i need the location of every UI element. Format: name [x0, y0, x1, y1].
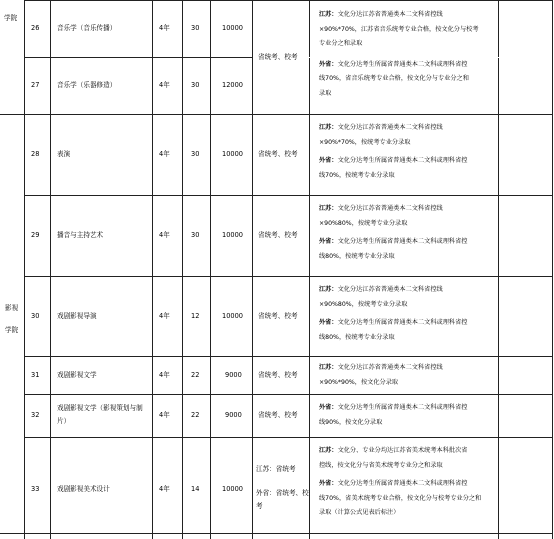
- plan-count: 22: [191, 411, 200, 419]
- tuition-fee: 10000: [222, 150, 243, 158]
- major-name: 戏剧影视文学: [57, 371, 97, 379]
- duration: 4年: [159, 411, 170, 419]
- exam-type-other-l2: 考: [256, 502, 263, 510]
- admission-requirement-26-27: 江苏：文化分达江苏省普通类本二文科省控线 ×90%*70%，江苏省音乐统考专业合格，按文化分与校考 专业分之和录取 外省：文化分达考生所属省普通类本二文科或理科省控 线70%，省音乐统考专业合格，按文化分与专业分之和 录取: [319, 11, 479, 97]
- major-name: 表演: [57, 150, 71, 158]
- tuition-fee: 10000: [222, 24, 243, 32]
- plan-count: 30: [191, 150, 200, 158]
- plan-count: 22: [191, 371, 200, 379]
- row-number: 26: [31, 24, 40, 32]
- exam-type: 省统考、校考: [258, 53, 298, 61]
- tuition-fee: 12000: [222, 81, 243, 89]
- duration: 4年: [159, 231, 170, 239]
- admission-requirement: 江苏：文化分达江苏省普通类本二文科省控线 ×90%80%，按统考专业分录取 外省：文化分达考生所属省普通类本二文科或理科省控 线80%，按统考专业分录取: [319, 205, 468, 260]
- admission-requirement: 江苏：文化分、专业分均达江苏省美术统考本科批次省 控线，按文化分与省美术统考专业分之和录取 外省：文化分达考生所属省普通类本二文科或理科省控 线70%，省美术统考专业合格，按文化分与校考专业分之和 录取（计算公式见表后标注）: [319, 447, 482, 516]
- tuition-fee: 9000: [225, 371, 242, 379]
- plan-count: 30: [191, 24, 200, 32]
- admission-requirement: 外省：文化分达考生所属省普通类本二文科或理科省控 线90%，按文化分录取: [319, 404, 468, 426]
- major-name-line2: 片）: [57, 417, 71, 425]
- duration: 4年: [159, 24, 170, 32]
- duration: 4年: [159, 81, 170, 89]
- duration: 4年: [159, 150, 170, 158]
- plan-count: 30: [191, 81, 200, 89]
- exam-type: 省统考、校考: [258, 371, 298, 379]
- exam-type: 省统考、校考: [258, 231, 298, 239]
- major-name-line1: 戏剧影视文学（影视策划与制: [57, 404, 143, 412]
- major-name: 音乐学（音乐传播）: [57, 24, 117, 32]
- exam-type-jiangsu: 江苏：省统考: [256, 465, 296, 473]
- exam-type: 省统考、校考: [258, 411, 298, 419]
- tuition-fee: 10000: [222, 312, 243, 320]
- duration: 4年: [159, 312, 170, 320]
- row-number: 33: [31, 485, 40, 493]
- tuition-fee: 10000: [222, 231, 243, 239]
- row-number: 27: [31, 81, 40, 89]
- tuition-fee: 9000: [225, 411, 242, 419]
- tuition-fee: 10000: [222, 485, 243, 493]
- major-name: 音乐学（乐器修造）: [57, 81, 117, 89]
- exam-type: 省统考、校考: [258, 312, 298, 320]
- admission-requirement: 江苏：文化分达江苏省普通类本二文科省控线 ×90%*90%，按文化分录取: [319, 364, 443, 386]
- row-number: 29: [31, 231, 40, 239]
- row-number: 32: [31, 411, 40, 419]
- row-number: 28: [31, 150, 40, 158]
- plan-count: 12: [191, 312, 200, 320]
- plan-count: 30: [191, 231, 200, 239]
- college-label-top: 学院: [4, 14, 18, 22]
- row-number: 30: [31, 312, 40, 320]
- major-name: 戏剧影视导演: [57, 312, 97, 320]
- admission-requirement: 江苏：文化分达江苏省普通类本二文科省控线 ×90%*70%，按统考专业分录取 外省：文化分达考生所属省普通类本二文科或理科省控 线70%，按统考专业分录取: [319, 124, 468, 179]
- college-label-film-l2: 学院: [5, 326, 19, 334]
- row-number: 31: [31, 371, 40, 379]
- exam-type-other-l1: 外省：省统考、校: [256, 489, 309, 497]
- major-name: 戏剧影视美术设计: [57, 485, 110, 493]
- major-name: 播音与主持艺术: [57, 231, 104, 239]
- college-label-film-l1: 影视: [5, 304, 19, 312]
- duration: 4年: [159, 371, 170, 379]
- plan-count: 14: [191, 485, 200, 493]
- exam-type: 省统考、校考: [258, 150, 298, 158]
- duration: 4年: [159, 485, 170, 493]
- admission-requirement: 江苏：文化分达江苏省普通类本二文科省控线 ×90%80%，按统考专业分录取 外省：文化分达考生所属省普通类本二文科或理科省控 线80%，按统考专业分录取: [319, 286, 468, 341]
